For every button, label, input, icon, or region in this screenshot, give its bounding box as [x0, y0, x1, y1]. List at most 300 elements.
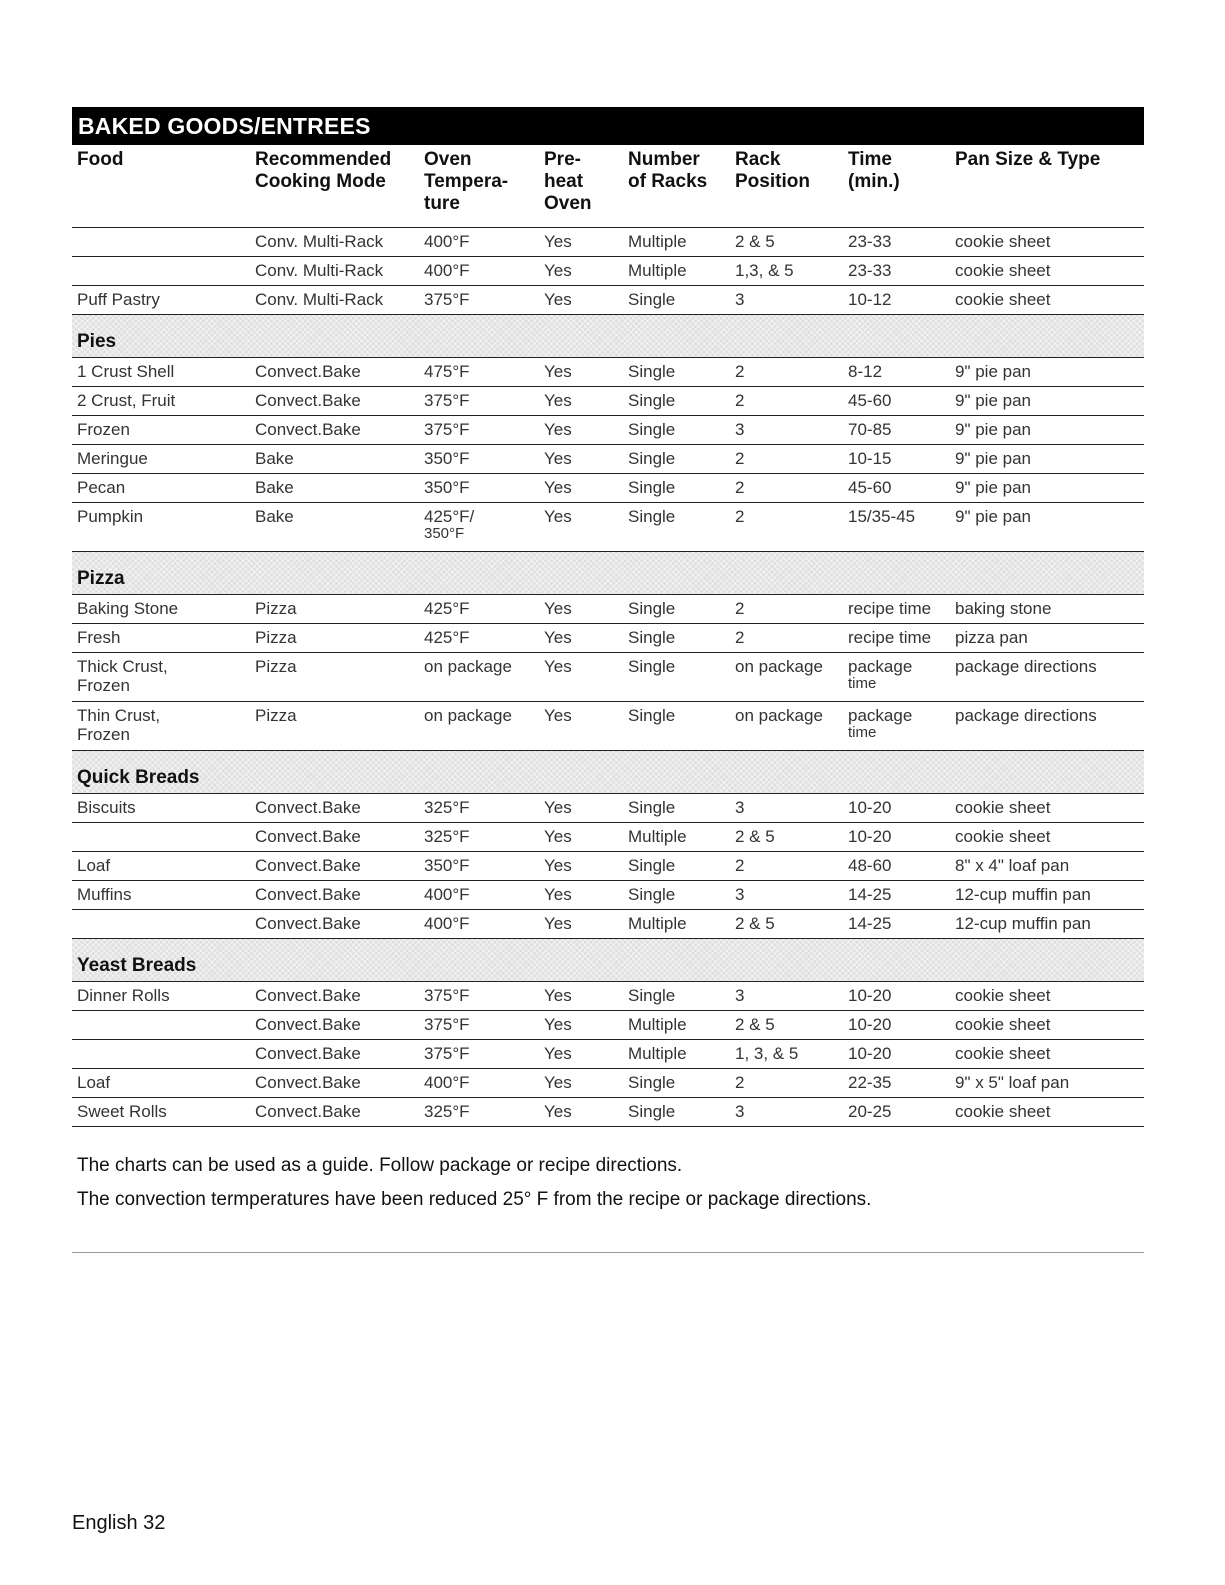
cell-food	[77, 706, 160, 744]
cell-text: Convect.Bake	[255, 1015, 361, 1034]
cell-text: 2	[735, 478, 745, 497]
cell-food	[77, 449, 148, 468]
cell-text: 325°F	[424, 1102, 470, 1121]
cell-time	[848, 261, 891, 280]
cell-preheat	[544, 1015, 572, 1034]
column-headers	[72, 145, 1144, 228]
cell-position	[735, 798, 744, 817]
cell-temp	[424, 290, 470, 309]
header-line: Position	[735, 171, 810, 192]
cell-text: Bake	[255, 507, 294, 526]
cell-text: Yes	[544, 391, 572, 410]
cell-text: Multiple	[628, 827, 687, 846]
cell-text: cookie sheet	[955, 1015, 1051, 1034]
cell-text: Convect.Bake	[255, 885, 361, 904]
cell-text: Bake	[255, 478, 294, 497]
cell-text: Yes	[544, 507, 572, 526]
cell-text: package	[848, 706, 913, 725]
cell-text: 375°F	[424, 1015, 470, 1034]
cell-text: Single	[628, 420, 676, 439]
cell-position	[735, 1073, 744, 1092]
cell-text: 350°F	[424, 856, 470, 875]
cell-mode	[255, 986, 361, 1005]
cell-text: Single	[628, 478, 676, 497]
cell-position	[735, 706, 823, 725]
header-time	[848, 149, 900, 193]
cell-pan	[955, 599, 1051, 618]
table-row	[72, 823, 1144, 852]
cell-pan	[955, 507, 1031, 526]
cell-pan	[955, 232, 1050, 251]
table-row	[72, 257, 1144, 286]
cell-mode	[255, 507, 294, 526]
header-line: Rack	[735, 149, 781, 170]
cell-text: Yes	[544, 599, 572, 618]
cell-text: Pizza	[255, 657, 297, 676]
cell-text: Convect.Bake	[255, 1044, 361, 1063]
cell-temp	[424, 914, 470, 933]
cell-pan	[955, 706, 1097, 725]
cell-pan	[955, 798, 1050, 817]
cell-temp	[424, 232, 470, 251]
cell-mode	[255, 798, 361, 817]
cell-position	[735, 1015, 775, 1034]
cell-text: 2	[735, 1073, 745, 1092]
cell-text: Yes	[544, 827, 572, 846]
table-row	[72, 286, 1144, 315]
cell-mode	[255, 599, 297, 618]
cell-text: Fresh	[77, 628, 121, 647]
cell-text: 350°F	[424, 525, 465, 542]
cell-temp	[424, 1044, 470, 1063]
header-position	[735, 149, 810, 193]
table-row	[72, 794, 1144, 823]
cell-preheat	[544, 856, 572, 875]
cell-text: on package	[735, 657, 823, 676]
table-row	[72, 474, 1144, 503]
cell-position	[735, 599, 744, 618]
cell-text: recipe time	[848, 628, 932, 647]
cell-temp	[424, 420, 470, 439]
cell-racks	[628, 657, 675, 676]
cell-time	[848, 856, 891, 875]
cell-mode	[255, 657, 297, 676]
cell-mode	[255, 478, 294, 497]
cell-pan	[955, 1015, 1050, 1034]
cell-position	[735, 362, 744, 381]
table-row	[72, 702, 1144, 751]
note-temperature: The convection termperatures have been reduced 25° F from the recipe or package directions.	[77, 1189, 872, 1210]
cell-text: Sweet Rolls	[77, 1102, 167, 1121]
cell-preheat	[544, 599, 572, 618]
cell-text: Yes	[544, 706, 572, 725]
cell-time	[848, 706, 912, 740]
cell-text: package	[848, 657, 913, 676]
cell-text: 9" pie pan	[955, 420, 1031, 439]
cell-racks	[628, 628, 675, 647]
cell-text: Pizza	[255, 706, 297, 725]
cell-text: 3	[735, 420, 745, 439]
cell-text: 2 Crust, Fruit	[77, 391, 176, 410]
cell-racks	[628, 1015, 687, 1034]
cell-text: 375°F	[424, 1044, 470, 1063]
cell-temp	[424, 449, 470, 468]
divider	[72, 1252, 1144, 1253]
cell-mode	[255, 914, 361, 933]
cell-text: 10-12	[848, 290, 892, 309]
cell-text: Convect.Bake	[255, 362, 361, 381]
cell-text: Yes	[544, 1073, 572, 1092]
cell-preheat	[544, 420, 572, 439]
cell-text: Convect.Bake	[255, 986, 361, 1005]
cell-time	[848, 827, 891, 846]
cell-preheat	[544, 391, 572, 410]
cell-text: 375°F	[424, 986, 470, 1005]
cell-text: Convect.Bake	[255, 1073, 361, 1092]
cell-position	[735, 628, 744, 647]
cell-mode	[255, 1102, 361, 1121]
section-header	[72, 315, 1144, 358]
cell-text: Yes	[544, 914, 572, 933]
cell-text: recipe time	[848, 599, 932, 618]
cell-text: 425°F	[424, 628, 470, 647]
table-row	[72, 445, 1144, 474]
cell-time	[848, 449, 891, 468]
cell-preheat	[544, 1102, 572, 1121]
cell-text: Single	[628, 986, 676, 1005]
cell-text: Yes	[544, 420, 572, 439]
cell-time	[848, 1044, 891, 1063]
cell-racks	[628, 885, 675, 904]
cell-temp	[424, 856, 470, 875]
table-row	[72, 1098, 1144, 1127]
cell-racks	[628, 914, 687, 933]
cell-text: Multiple	[628, 232, 687, 251]
table-row	[72, 228, 1144, 257]
cell-pan	[955, 914, 1091, 933]
table-row	[72, 358, 1144, 387]
cell-text: cookie sheet	[955, 1044, 1051, 1063]
page-footer: English 32	[72, 1512, 166, 1534]
cell-position	[735, 1102, 744, 1121]
cell-text: Yes	[544, 1044, 572, 1063]
cell-food	[77, 507, 143, 526]
cell-text: 8" x 4" loaf pan	[955, 856, 1070, 875]
cell-text: Convect.Bake	[255, 827, 361, 846]
header-food	[77, 149, 123, 171]
cell-text: Conv. Multi-Rack	[255, 290, 384, 309]
cell-text: package directions	[955, 706, 1097, 725]
cell-mode	[255, 232, 383, 251]
cell-text: 2	[735, 362, 745, 381]
cell-mode	[255, 827, 361, 846]
cell-position	[735, 986, 744, 1005]
cell-text: Frozen	[77, 676, 130, 695]
table-row	[72, 852, 1144, 881]
cell-mode	[255, 628, 297, 647]
cell-pan	[955, 362, 1031, 381]
cell-temp	[424, 628, 470, 647]
header-line: Oven	[424, 149, 472, 170]
cell-preheat	[544, 449, 572, 468]
cell-position	[735, 914, 775, 933]
cell-preheat	[544, 478, 572, 497]
cell-racks	[628, 599, 675, 618]
table-row	[72, 653, 1144, 702]
cell-text: 325°F	[424, 798, 470, 817]
header-line: Oven	[544, 193, 592, 214]
cell-food	[77, 420, 130, 439]
cell-position	[735, 420, 744, 439]
cell-text: 70-85	[848, 420, 892, 439]
cell-text: 425°F/	[424, 507, 475, 526]
cell-text: Pizza	[255, 599, 297, 618]
cell-text: 425°F	[424, 599, 470, 618]
cell-text: Yes	[544, 261, 572, 280]
cell-text: Single	[628, 798, 676, 817]
cell-racks	[628, 449, 675, 468]
cell-text: 2	[735, 599, 745, 618]
cell-text: Convect.Bake	[255, 798, 361, 817]
cell-temp	[424, 986, 470, 1005]
cell-text: Bake	[255, 449, 294, 468]
table-row	[72, 624, 1144, 653]
cell-food	[77, 391, 175, 410]
chart-title: BAKED GOODS/ENTREES	[72, 107, 1144, 145]
cell-position	[735, 657, 823, 676]
section-label: Yeast Breads	[77, 955, 197, 976]
cell-mode	[255, 1044, 361, 1063]
cell-preheat	[544, 986, 572, 1005]
cell-racks	[628, 232, 687, 251]
cell-food	[77, 628, 120, 647]
cell-text: 10-20	[848, 1044, 892, 1063]
cell-position	[735, 885, 744, 904]
cell-temp	[424, 1073, 470, 1092]
cell-text: Yes	[544, 362, 572, 381]
cell-time	[848, 986, 891, 1005]
cell-text: 400°F	[424, 885, 470, 904]
cell-text: 375°F	[424, 290, 470, 309]
cell-position	[735, 478, 744, 497]
cell-mode	[255, 290, 383, 309]
cell-mode	[255, 1015, 361, 1034]
cell-preheat	[544, 232, 572, 251]
cell-text: Biscuits	[77, 798, 136, 817]
cell-text: Conv. Multi-Rack	[255, 261, 384, 280]
cell-pan	[955, 657, 1097, 676]
cell-text: Single	[628, 1073, 676, 1092]
cell-pan	[955, 885, 1091, 904]
cell-text: Meringue	[77, 449, 148, 468]
cell-text: 350°F	[424, 478, 470, 497]
cell-text: Single	[628, 449, 676, 468]
header-line: heat	[544, 171, 584, 192]
header-line: ture	[424, 193, 460, 214]
cell-text: cookie sheet	[955, 1102, 1051, 1121]
chart-body	[72, 228, 1144, 1127]
note-guide: The charts can be used as a guide. Follow package or recipe directions.	[77, 1155, 683, 1176]
cell-racks	[628, 856, 675, 875]
cell-position	[735, 856, 744, 875]
cell-text: Yes	[544, 628, 572, 647]
cell-text: Yes	[544, 1102, 572, 1121]
cell-mode	[255, 885, 361, 904]
cell-mode	[255, 706, 297, 725]
cell-text: Yes	[544, 885, 572, 904]
cell-time	[848, 507, 915, 526]
cell-position	[735, 449, 744, 468]
cell-text: Puff Pastry	[77, 290, 160, 309]
section-label: Quick Breads	[77, 767, 200, 788]
cell-text: 9" pie pan	[955, 362, 1031, 381]
cell-food	[77, 1073, 110, 1092]
cell-text: 10-20	[848, 1015, 892, 1034]
cell-mode	[255, 391, 361, 410]
cell-food	[77, 856, 110, 875]
cell-text: 10-15	[848, 449, 892, 468]
table-row	[72, 910, 1144, 939]
cell-position	[735, 290, 744, 309]
cell-position	[735, 507, 744, 526]
cell-temp	[424, 507, 474, 541]
header-line: (min.)	[848, 171, 900, 192]
cell-text: Yes	[544, 856, 572, 875]
header-racks	[628, 149, 707, 193]
section-label: Pies	[77, 331, 117, 352]
cell-text: 3	[735, 1102, 745, 1121]
header-line: of Racks	[628, 171, 708, 192]
cell-text: Baking Stone	[77, 599, 179, 618]
cell-text: 48-60	[848, 856, 892, 875]
cell-text: on package	[424, 657, 512, 676]
cell-mode	[255, 420, 361, 439]
cell-food	[77, 657, 168, 695]
header-line: Tempera-	[424, 171, 509, 192]
cell-text: Yes	[544, 798, 572, 817]
cell-text: Conv. Multi-Rack	[255, 232, 384, 251]
cell-pan	[955, 478, 1031, 497]
cell-position	[735, 827, 775, 846]
cell-text: Multiple	[628, 261, 687, 280]
cell-text: 400°F	[424, 261, 470, 280]
cell-racks	[628, 706, 675, 725]
cell-text: Single	[628, 507, 676, 526]
cell-pan	[955, 449, 1031, 468]
cell-text: Loaf	[77, 1073, 111, 1092]
cell-position	[735, 1044, 798, 1063]
cell-racks	[628, 986, 675, 1005]
cell-mode	[255, 856, 361, 875]
cell-text: Frozen	[77, 420, 130, 439]
cell-time	[848, 599, 931, 618]
cell-temp	[424, 827, 470, 846]
cell-text: 14-25	[848, 885, 892, 904]
cell-text: 2	[735, 391, 745, 410]
cell-time	[848, 290, 891, 309]
cell-text: 2 & 5	[735, 827, 775, 846]
cell-food	[77, 478, 125, 497]
cell-temp	[424, 1015, 470, 1034]
cell-text: 12-cup muffin pan	[955, 914, 1091, 933]
cell-mode	[255, 449, 294, 468]
cell-preheat	[544, 507, 572, 526]
cell-text: 45-60	[848, 478, 892, 497]
cell-text: Pecan	[77, 478, 126, 497]
cell-temp	[424, 599, 470, 618]
cell-pan	[955, 986, 1050, 1005]
table-row	[72, 982, 1144, 1011]
cell-text: package directions	[955, 657, 1097, 676]
cell-racks	[628, 391, 675, 410]
cell-racks	[628, 1044, 687, 1063]
cell-time	[848, 478, 891, 497]
header-line: Food	[77, 149, 124, 170]
cell-racks	[628, 507, 675, 526]
cell-text: 2 & 5	[735, 914, 775, 933]
notes	[77, 1155, 871, 1223]
cell-time	[848, 1102, 891, 1121]
cell-position	[735, 232, 775, 251]
cell-text: Yes	[544, 657, 572, 676]
cell-text: Single	[628, 885, 676, 904]
cell-text: 2 & 5	[735, 1015, 775, 1034]
cell-racks	[628, 1073, 675, 1092]
cell-text: Thin Crust,	[77, 706, 161, 725]
cell-text: Yes	[544, 290, 572, 309]
cell-text: baking stone	[955, 599, 1052, 618]
cell-text: pizza pan	[955, 628, 1028, 647]
cell-text: 375°F	[424, 391, 470, 410]
cell-position	[735, 391, 744, 410]
cell-text: 10-20	[848, 827, 892, 846]
header-line: Time	[848, 149, 893, 170]
cell-time	[848, 362, 882, 381]
cell-text: Convect.Bake	[255, 914, 361, 933]
cell-text: Single	[628, 706, 676, 725]
cell-pan	[955, 1073, 1069, 1092]
cell-temp	[424, 706, 512, 725]
cell-text: Pizza	[255, 628, 297, 647]
cell-text: Loaf	[77, 856, 111, 875]
cell-mode	[255, 1073, 361, 1092]
cell-food	[77, 290, 160, 309]
header-temp	[424, 149, 508, 215]
cell-text: 475°F	[424, 362, 470, 381]
cell-text: 23-33	[848, 261, 892, 280]
table-row	[72, 595, 1144, 624]
table-row	[72, 1011, 1144, 1040]
cell-time	[848, 798, 891, 817]
cell-text: 9" pie pan	[955, 391, 1031, 410]
cell-text: Frozen	[77, 725, 130, 744]
cell-text: Single	[628, 599, 676, 618]
cell-text: 9" pie pan	[955, 449, 1031, 468]
cell-time	[848, 914, 891, 933]
cell-racks	[628, 261, 687, 280]
cell-pan	[955, 290, 1050, 309]
cell-time	[848, 657, 912, 691]
cell-pan	[955, 856, 1069, 875]
cell-text: Muffins	[77, 885, 132, 904]
cell-pan	[955, 420, 1031, 439]
cell-text: cookie sheet	[955, 261, 1051, 280]
cell-racks	[628, 798, 675, 817]
cell-preheat	[544, 827, 572, 846]
cell-text: 375°F	[424, 420, 470, 439]
cell-text: Single	[628, 628, 676, 647]
cell-text: 2	[735, 856, 745, 875]
